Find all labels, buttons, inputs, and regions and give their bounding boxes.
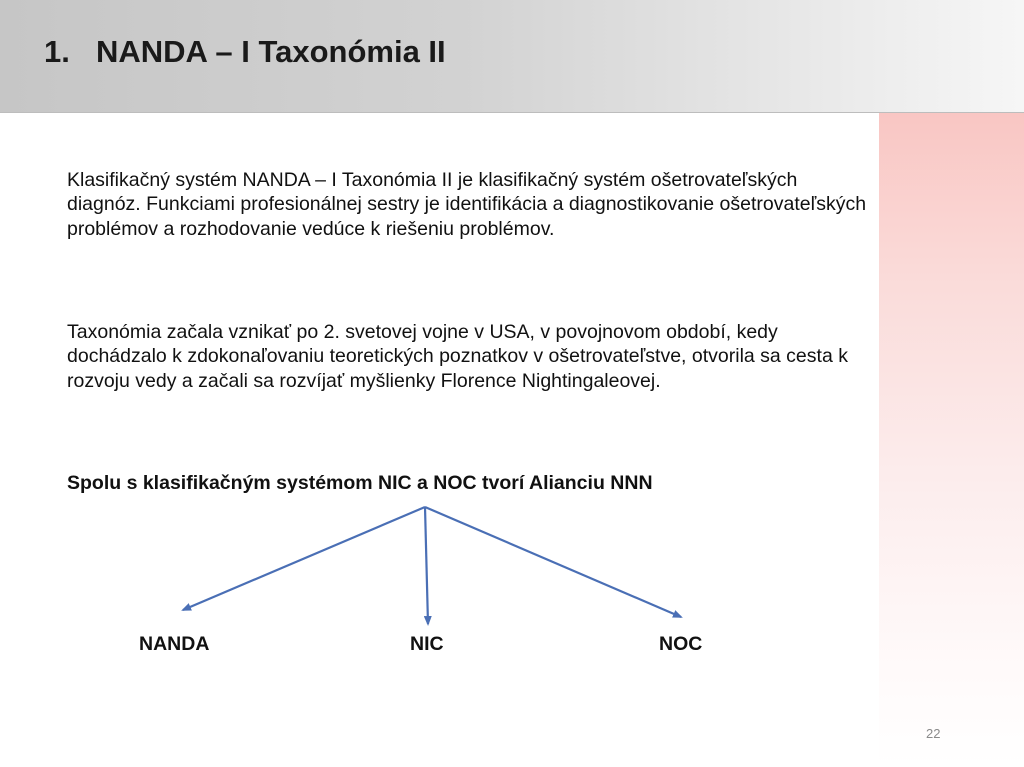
diagram-label-nic: NIC [410,633,444,655]
title-text: NANDA – I Taxonómia II [96,34,446,69]
diagram-label-noc: NOC [659,633,703,655]
title-number: 1. [44,34,70,69]
paragraph-history: Taxonómia začala vznikať po 2. svetovej vojne v USA, v povojnovom období, kedy dochádzalo k zdokonaľovaniu teoretických poznatkov v ošetrovateľstve, otvorila sa cesta k rozvoju vedy a začali sa rozvíjať myšlienky Florence Nightingaleovej. [67,321,848,392]
paragraph-classification: Klasifikačný systém NANDA – I Taxonómia II je klasifikačný systém ošetrovateľských diagnóz. Funkciami profesionálnej sestry je identifikácia a diagnostikovanie ošetrovateľských problémov a rozhodovanie vedúce k riešeniu problémov. [67,169,867,240]
diagram-label-nanda: NANDA [139,633,210,655]
arrow-to-nanda [183,507,425,610]
page-number: 22 [926,726,941,741]
arrow-to-nic [425,507,428,624]
paragraph-alliance: Spolu s klasifikačným systémom NIC a NOC tvorí Alianciu NNN [67,472,653,494]
arrow-to-noc [425,507,681,617]
